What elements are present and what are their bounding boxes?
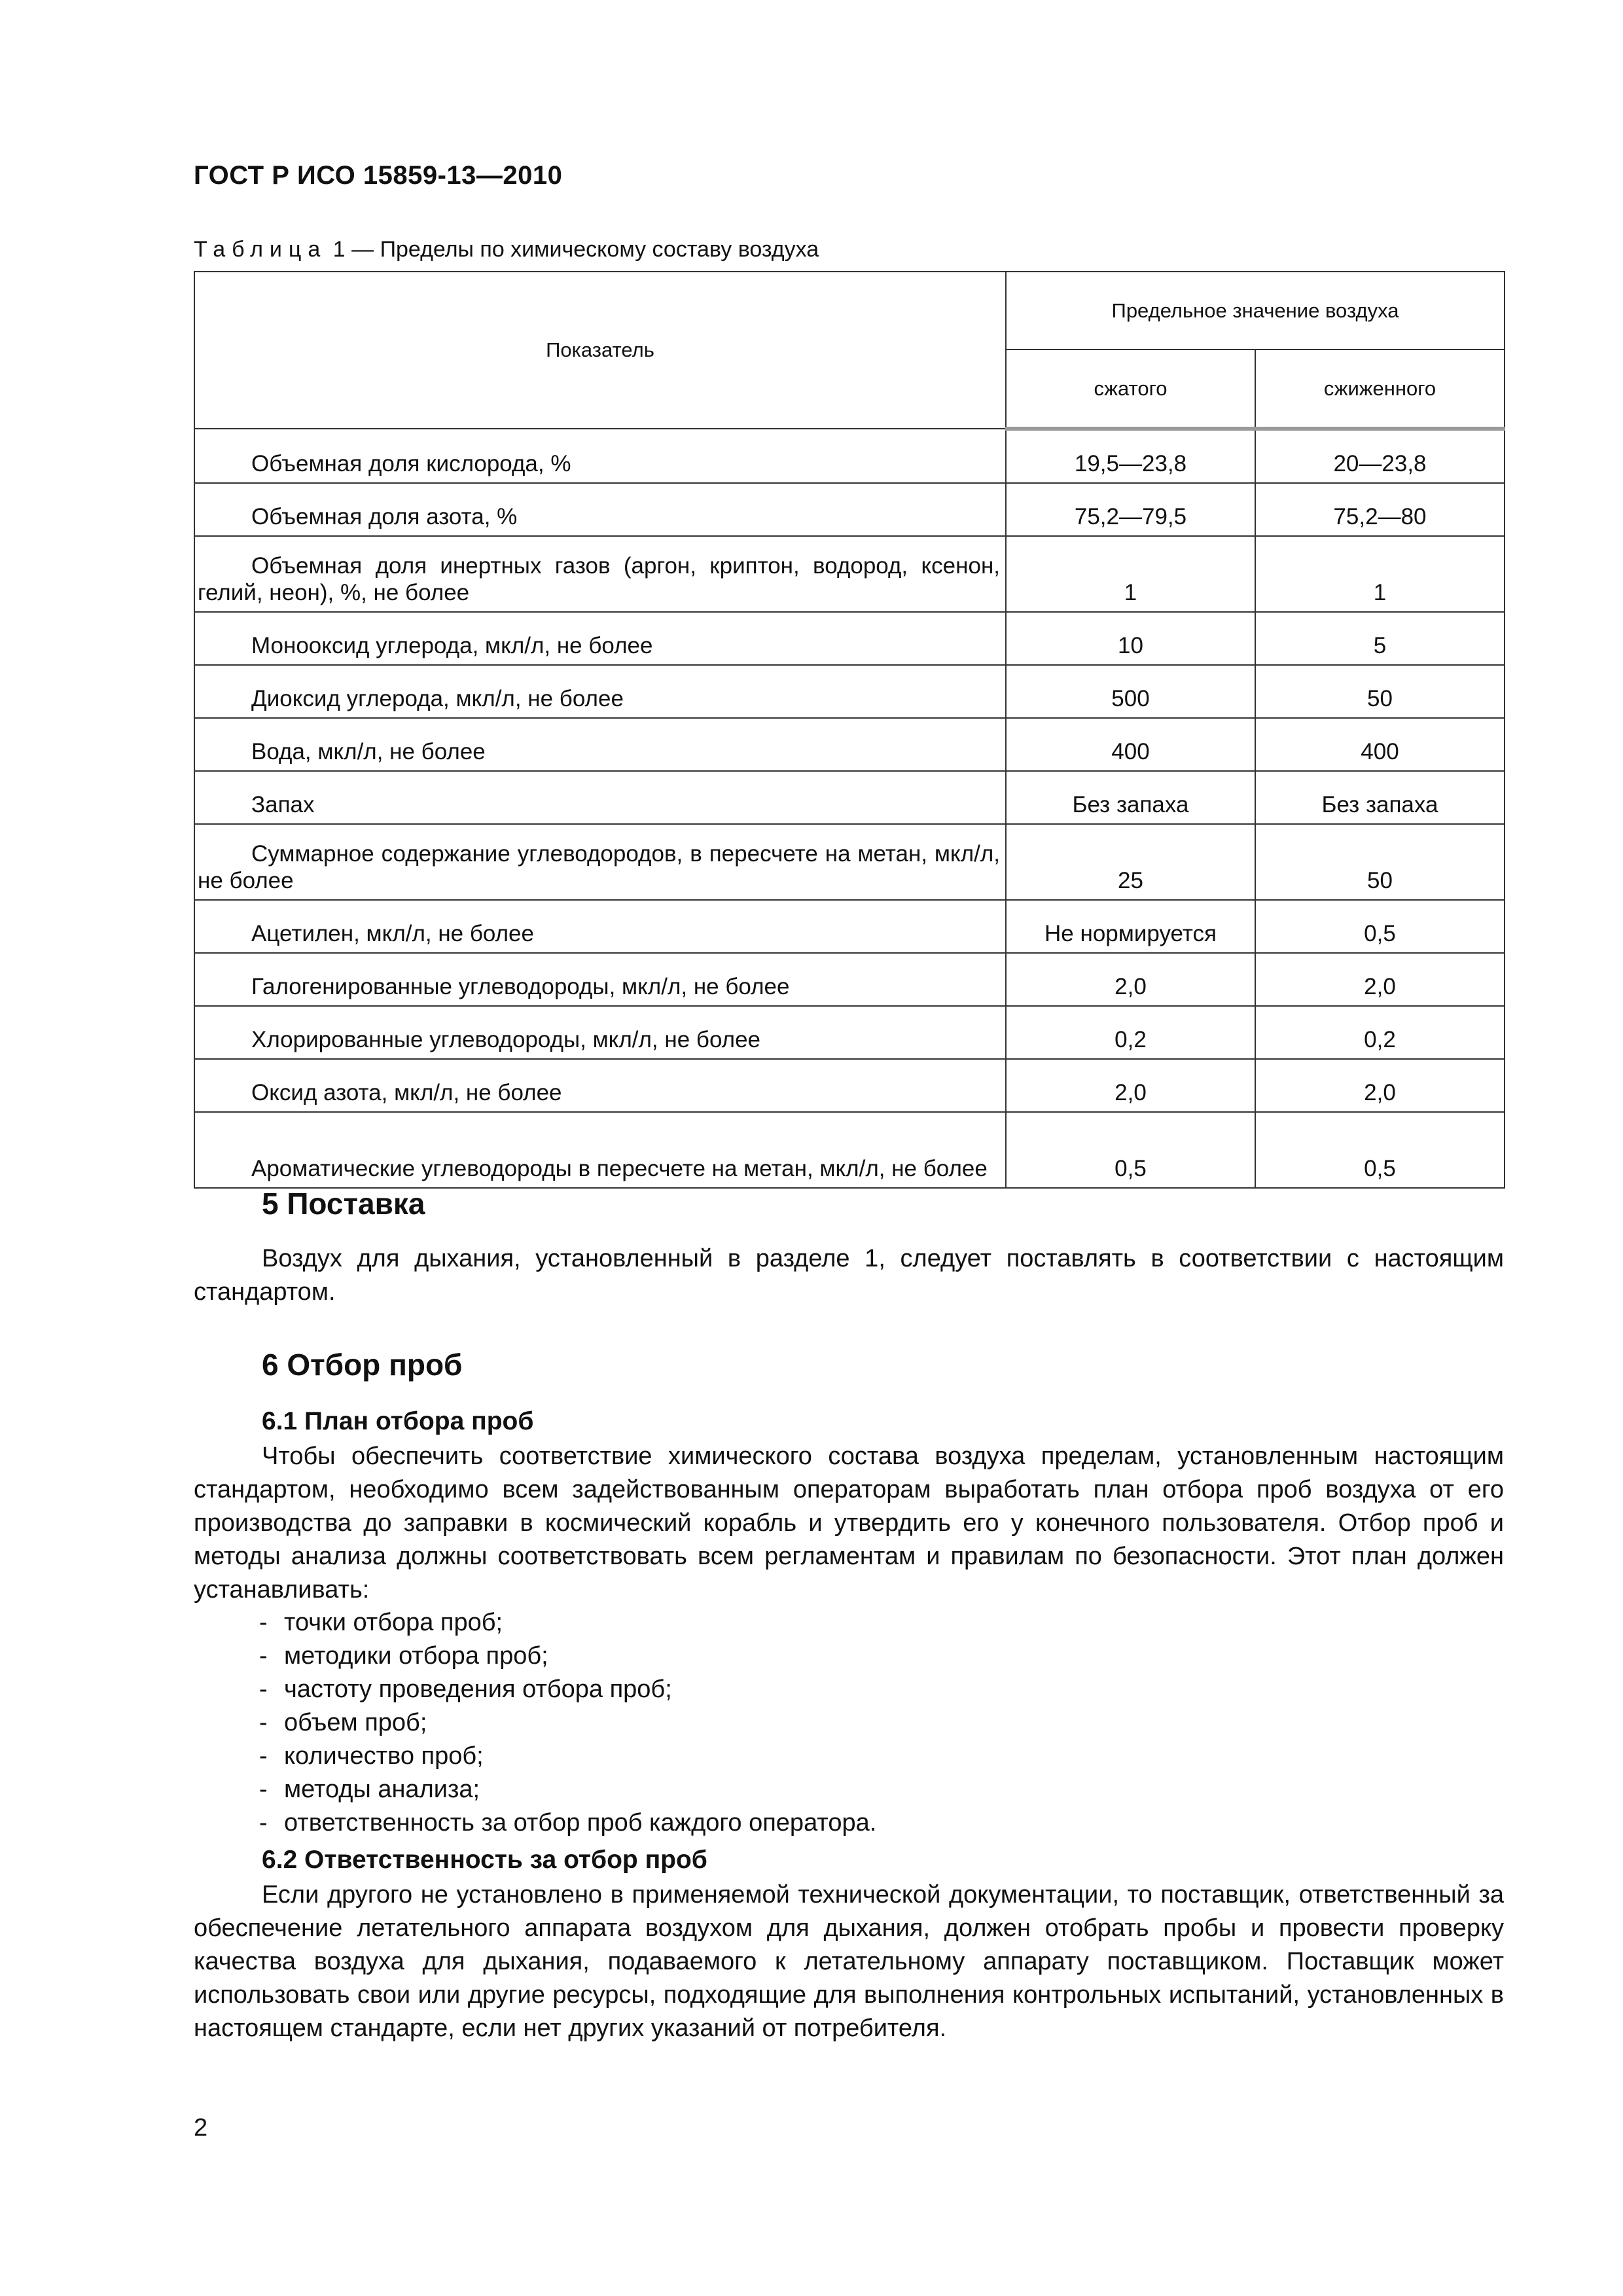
list-item: - количество проб; [259,1740,876,1773]
row-liquefied-value: 0,2 [1255,1006,1505,1059]
subsection-6-2-heading: 6.2 Ответственность за отбор проб [262,1846,707,1874]
row-compressed-value: 0,5 [1006,1112,1255,1188]
row-liquefied-value: 75,2—80 [1255,483,1505,536]
sampling-plan-list [259,1606,876,1840]
table-row [194,1059,1505,1112]
row-compressed-value: Не нормируется [1006,900,1255,953]
row-liquefied-value: Без запаха [1255,771,1505,824]
row-indicator: Хлорированные углеводороды, мкл/л, не более [194,1006,1006,1059]
table-row [194,1112,1505,1188]
table-row [194,718,1505,771]
row-indicator: Запах [194,771,1006,824]
header-compressed: сжатого [1006,350,1255,429]
section-6-heading: 6 Отбор проб [262,1348,463,1382]
table-row [194,953,1505,1006]
row-indicator: Объемная доля кислорода, % [194,429,1006,483]
row-compressed-value: 400 [1006,718,1255,771]
row-indicator: Оксид азота, мкл/л, не более [194,1059,1006,1112]
row-compressed-value: 19,5—23,8 [1006,429,1255,483]
row-compressed-value: 0,2 [1006,1006,1255,1059]
list-item: - ответственность за отбор проб каждого оператора. [259,1806,876,1840]
subsection-6-1-heading: 6.1 План отбора проб [262,1407,534,1435]
row-indicator: Вода, мкл/л, не более [194,718,1006,771]
table-caption-prefix: Таблица [194,237,327,262]
row-liquefied-value: 2,0 [1255,1059,1505,1112]
row-liquefied-value: 50 [1255,665,1505,718]
list-item: - частоту проведения отбора проб; [259,1673,876,1706]
section-5-paragraph: Воздух для дыхания, установленный в разделе 1, следует поставлять в соответствии с настоящим стандартом. [194,1245,1504,1306]
row-indicator: Объемная доля азота, % [194,483,1006,536]
subsection-6-2-paragraph: Если другого не установлено в применяемой технической документации, то поставщик, ответственный за обеспечение летательного аппарата воздухом для дыхания, должен отобрать пробы и провести проверку качества воздуха для дыхания, подаваемого к летательному аппарату поставщиком. Поставщик может использовать свои или другие ресурсы, подходящие для выполнения контрольных испытаний, установленных в настоящем стандарте, если нет других указаний от потребителя. [194,1881,1504,2042]
header-liquefied: сжиженного [1255,350,1505,429]
row-liquefied-value: 0,5 [1255,1112,1505,1188]
page-number: 2 [194,2114,208,2142]
row-compressed-value: 75,2—79,5 [1006,483,1255,536]
table-row [194,483,1505,536]
row-liquefied-value: 5 [1255,612,1505,665]
table-row [194,771,1505,824]
row-liquefied-value: 1 [1255,536,1505,612]
table-row [194,665,1505,718]
row-compressed-value: 2,0 [1006,1059,1255,1112]
row-indicator: Ацетилен, мкл/л, не более [194,900,1006,953]
header-limit-value: Предельное значение воздуха [1006,272,1505,350]
table-row [194,1006,1505,1059]
row-compressed-value: 10 [1006,612,1255,665]
table-row [194,612,1505,665]
table-row [194,824,1505,900]
row-liquefied-value: 0,5 [1255,900,1505,953]
section-5-heading: 5 Поставка [262,1187,425,1221]
list-item: - методики отбора проб; [259,1640,876,1673]
list-item: - методы анализа; [259,1773,876,1806]
table-caption-text: 1 — Пределы по химическому составу воздуха [332,237,819,262]
row-indicator: Диоксид углерода, мкл/л, не более [194,665,1006,718]
row-compressed-value: Без запаха [1006,771,1255,824]
row-liquefied-value: 2,0 [1255,953,1505,1006]
row-liquefied-value: 400 [1255,718,1505,771]
row-indicator: Ароматические углеводороды в пересчете на метан, мкл/л, не более [194,1112,1006,1188]
row-compressed-value: 2,0 [1006,953,1255,1006]
row-indicator: Объемная доля инертных газов (аргон, криптон, водород, ксенон, гелий, неон), %, не более [194,536,1006,612]
list-item: - точки отбора проб; [259,1606,876,1640]
table-row [194,900,1505,953]
chemical-limits-table [194,271,1505,1189]
header-indicator: Показатель [194,272,1006,429]
row-indicator: Галогенированные углеводороды, мкл/л, не более [194,953,1006,1006]
row-compressed-value: 1 [1006,536,1255,612]
table-row [194,536,1505,612]
row-indicator: Монооксид углерода, мкл/л, не более [194,612,1006,665]
list-item: - объем проб; [259,1706,876,1740]
table-caption [194,237,819,262]
row-indicator: Суммарное содержание углеводородов, в пересчете на метан, мкл/л, не более [194,824,1006,900]
row-compressed-value: 25 [1006,824,1255,900]
document-header-title: ГОСТ Р ИСО 15859-13—2010 [194,161,563,190]
row-liquefied-value: 50 [1255,824,1505,900]
row-liquefied-value: 20—23,8 [1255,429,1505,483]
subsection-6-1-paragraph: Чтобы обеспечить соответствие химического состава воздуха пределам, установленным настоящим стандартом, необходимо всем задействованным операторам выработать план отбора проб воздуха от его производства до заправки в космический корабль и утвердить его у конечного пользователя. Отбор проб и методы анализа должны соответствовать всем регламентам и правилам по безопасности. Этот план должен устанавливать: [194,1443,1504,1604]
table-row [194,429,1505,483]
row-compressed-value: 500 [1006,665,1255,718]
